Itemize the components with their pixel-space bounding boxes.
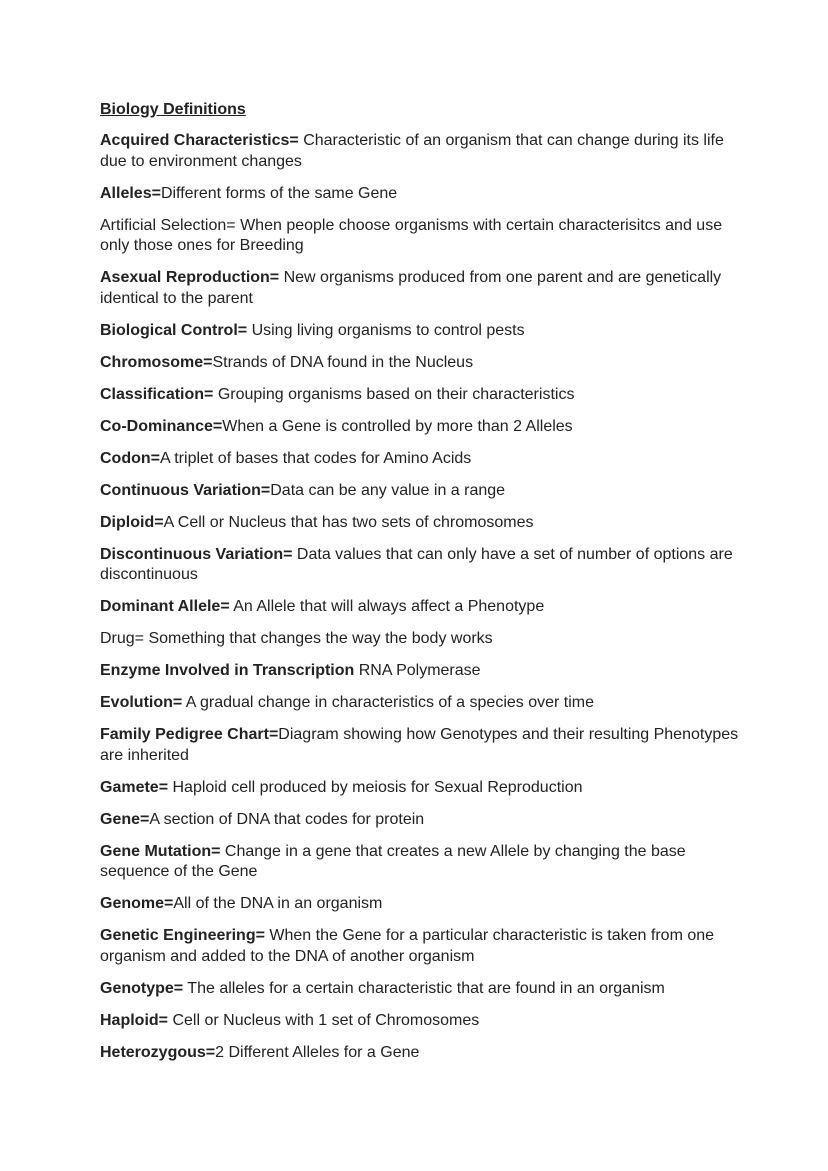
definition-entry-biological-control: [100, 321, 740, 342]
definition-text: When the Gene for a particular characteristic is taken from one organism and added to the DNA of another organism: [100, 927, 715, 965]
definition-entry-drug: [100, 629, 740, 650]
definition-text: A triplet of bases that codes for Amino Acids: [160, 449, 472, 467]
definition-term: Dominant Allele=: [100, 598, 230, 615]
definition-text: Cell or Nucleus with 1 set of Chromosomes: [168, 1011, 480, 1029]
definition-entry-classification: [100, 385, 740, 406]
definition-entry-gamete: [100, 778, 740, 799]
definition-entry-chromosome: [100, 353, 740, 374]
document-title: Biology Definitions: [100, 101, 246, 118]
definition-entry-gene: [100, 810, 740, 831]
definition-entry-gene-mutation: [100, 842, 740, 883]
definition-term: Artificial Selection=: [100, 216, 236, 234]
definition-term: Co-Dominance=: [100, 417, 223, 435]
definition-entry-evolution: [100, 693, 740, 714]
definition-term: Classification=: [100, 385, 214, 403]
definition-entry-genome: [100, 894, 740, 915]
definition-term: Gene Mutation=: [100, 842, 221, 860]
definition-text: Haploid cell produced by meiosis for Sexual Reproduction: [168, 778, 583, 796]
definition-term: Genetic Engineering=: [100, 927, 265, 944]
definition-text: Using living organisms to control pests: [247, 321, 525, 339]
definition-text: Diagram showing how Genotypes and their resulting Phenotypes are inherited: [100, 726, 739, 764]
definition-text: RNA Polymerase: [354, 662, 481, 679]
definition-entry-acquired-characteristics: [100, 131, 740, 172]
definition-text: Data values that can only have a set of number of options are discontinuous: [100, 545, 733, 583]
definition-entry-genetic-engineering: [100, 926, 740, 967]
definition-text: New organisms produced from one parent and are genetically identical to the parent: [100, 269, 722, 307]
definition-entry-dominant-allele: [100, 597, 740, 618]
definition-text: Different forms of the same Gene: [160, 184, 398, 202]
definition-text: A Cell or Nucleus that has two sets of chromosomes: [163, 513, 534, 531]
definition-term: Genotype=: [100, 979, 184, 997]
definition-term: Genome=: [100, 895, 174, 912]
definition-term: Alleles=: [100, 184, 161, 202]
definition-text: When a Gene is controlled by more than 2 Alleles: [222, 417, 573, 435]
definition-term: Asexual Reproduction=: [100, 269, 280, 286]
definition-text: All of the DNA in an organism: [173, 895, 383, 912]
definition-term: Codon=: [100, 449, 160, 467]
definition-entry-family-pedigree-chart: [100, 725, 740, 766]
definition-entry-co-dominance: [100, 417, 740, 438]
definition-term: Continuous Variation=: [100, 481, 271, 499]
definition-term: Acquired Characteristics=: [100, 132, 299, 149]
document-page: [100, 100, 740, 1075]
definition-term: Heterozygous=: [100, 1043, 216, 1061]
definition-term: Enzyme Involved in Transcription: [100, 662, 355, 679]
definition-entry-heterozygous: [100, 1043, 740, 1064]
definition-entry-asexual-reproduction: [100, 268, 740, 309]
definition-entry-diploid: [100, 513, 740, 534]
definition-text: 2 Different Alleles for a Gene: [215, 1043, 420, 1061]
definition-entry-enzyme-transcription: [100, 661, 740, 682]
definition-entry-discontinuous-variation: [100, 545, 740, 586]
definition-entry-continuous-variation: [100, 481, 740, 502]
definition-text: Characteristic of an organism that can change during its life due to environment changes: [100, 132, 724, 170]
definition-text: A gradual change in characteristics of a species over time: [182, 694, 595, 711]
definition-text: When people choose organisms with certain characterisitcs and use only those ones for Breeding: [100, 216, 723, 254]
definition-text: Data can be any value in a range: [270, 481, 506, 499]
definition-entry-haploid: [100, 1011, 740, 1032]
definition-term: Diploid=: [100, 513, 164, 531]
definition-text: Something that changes the way the body works: [144, 630, 493, 647]
definition-entry-genotype: [100, 979, 740, 1000]
definition-text: An Allele that will always affect a Phenotype: [229, 598, 545, 615]
definition-text: Change in a gene that creates a new Allele by changing the base sequence of the Gene: [100, 842, 686, 880]
definition-text: The alleles for a certain characteristic that are found in an organism: [183, 979, 665, 997]
definition-term: Haploid=: [100, 1011, 169, 1029]
definition-text: Grouping organisms based on their characteristics: [213, 385, 575, 403]
definition-term: Discontinuous Variation=: [100, 545, 293, 563]
definition-term: Gamete=: [100, 778, 169, 796]
definition-term: Chromosome=: [100, 353, 213, 371]
definition-entry-artificial-selection: [100, 216, 740, 257]
definition-entry-codon: [100, 449, 740, 470]
definition-entry-alleles: [100, 184, 740, 205]
definition-term: Family Pedigree Chart=: [100, 726, 279, 743]
definition-text: Strands of DNA found in the Nucleus: [212, 353, 474, 371]
definition-term: Drug=: [100, 630, 145, 647]
definition-term: Biological Control=: [100, 321, 248, 339]
definition-term: Gene=: [100, 810, 150, 828]
definition-text: A section of DNA that codes for protein: [149, 810, 425, 828]
definition-term: Evolution=: [100, 694, 183, 711]
